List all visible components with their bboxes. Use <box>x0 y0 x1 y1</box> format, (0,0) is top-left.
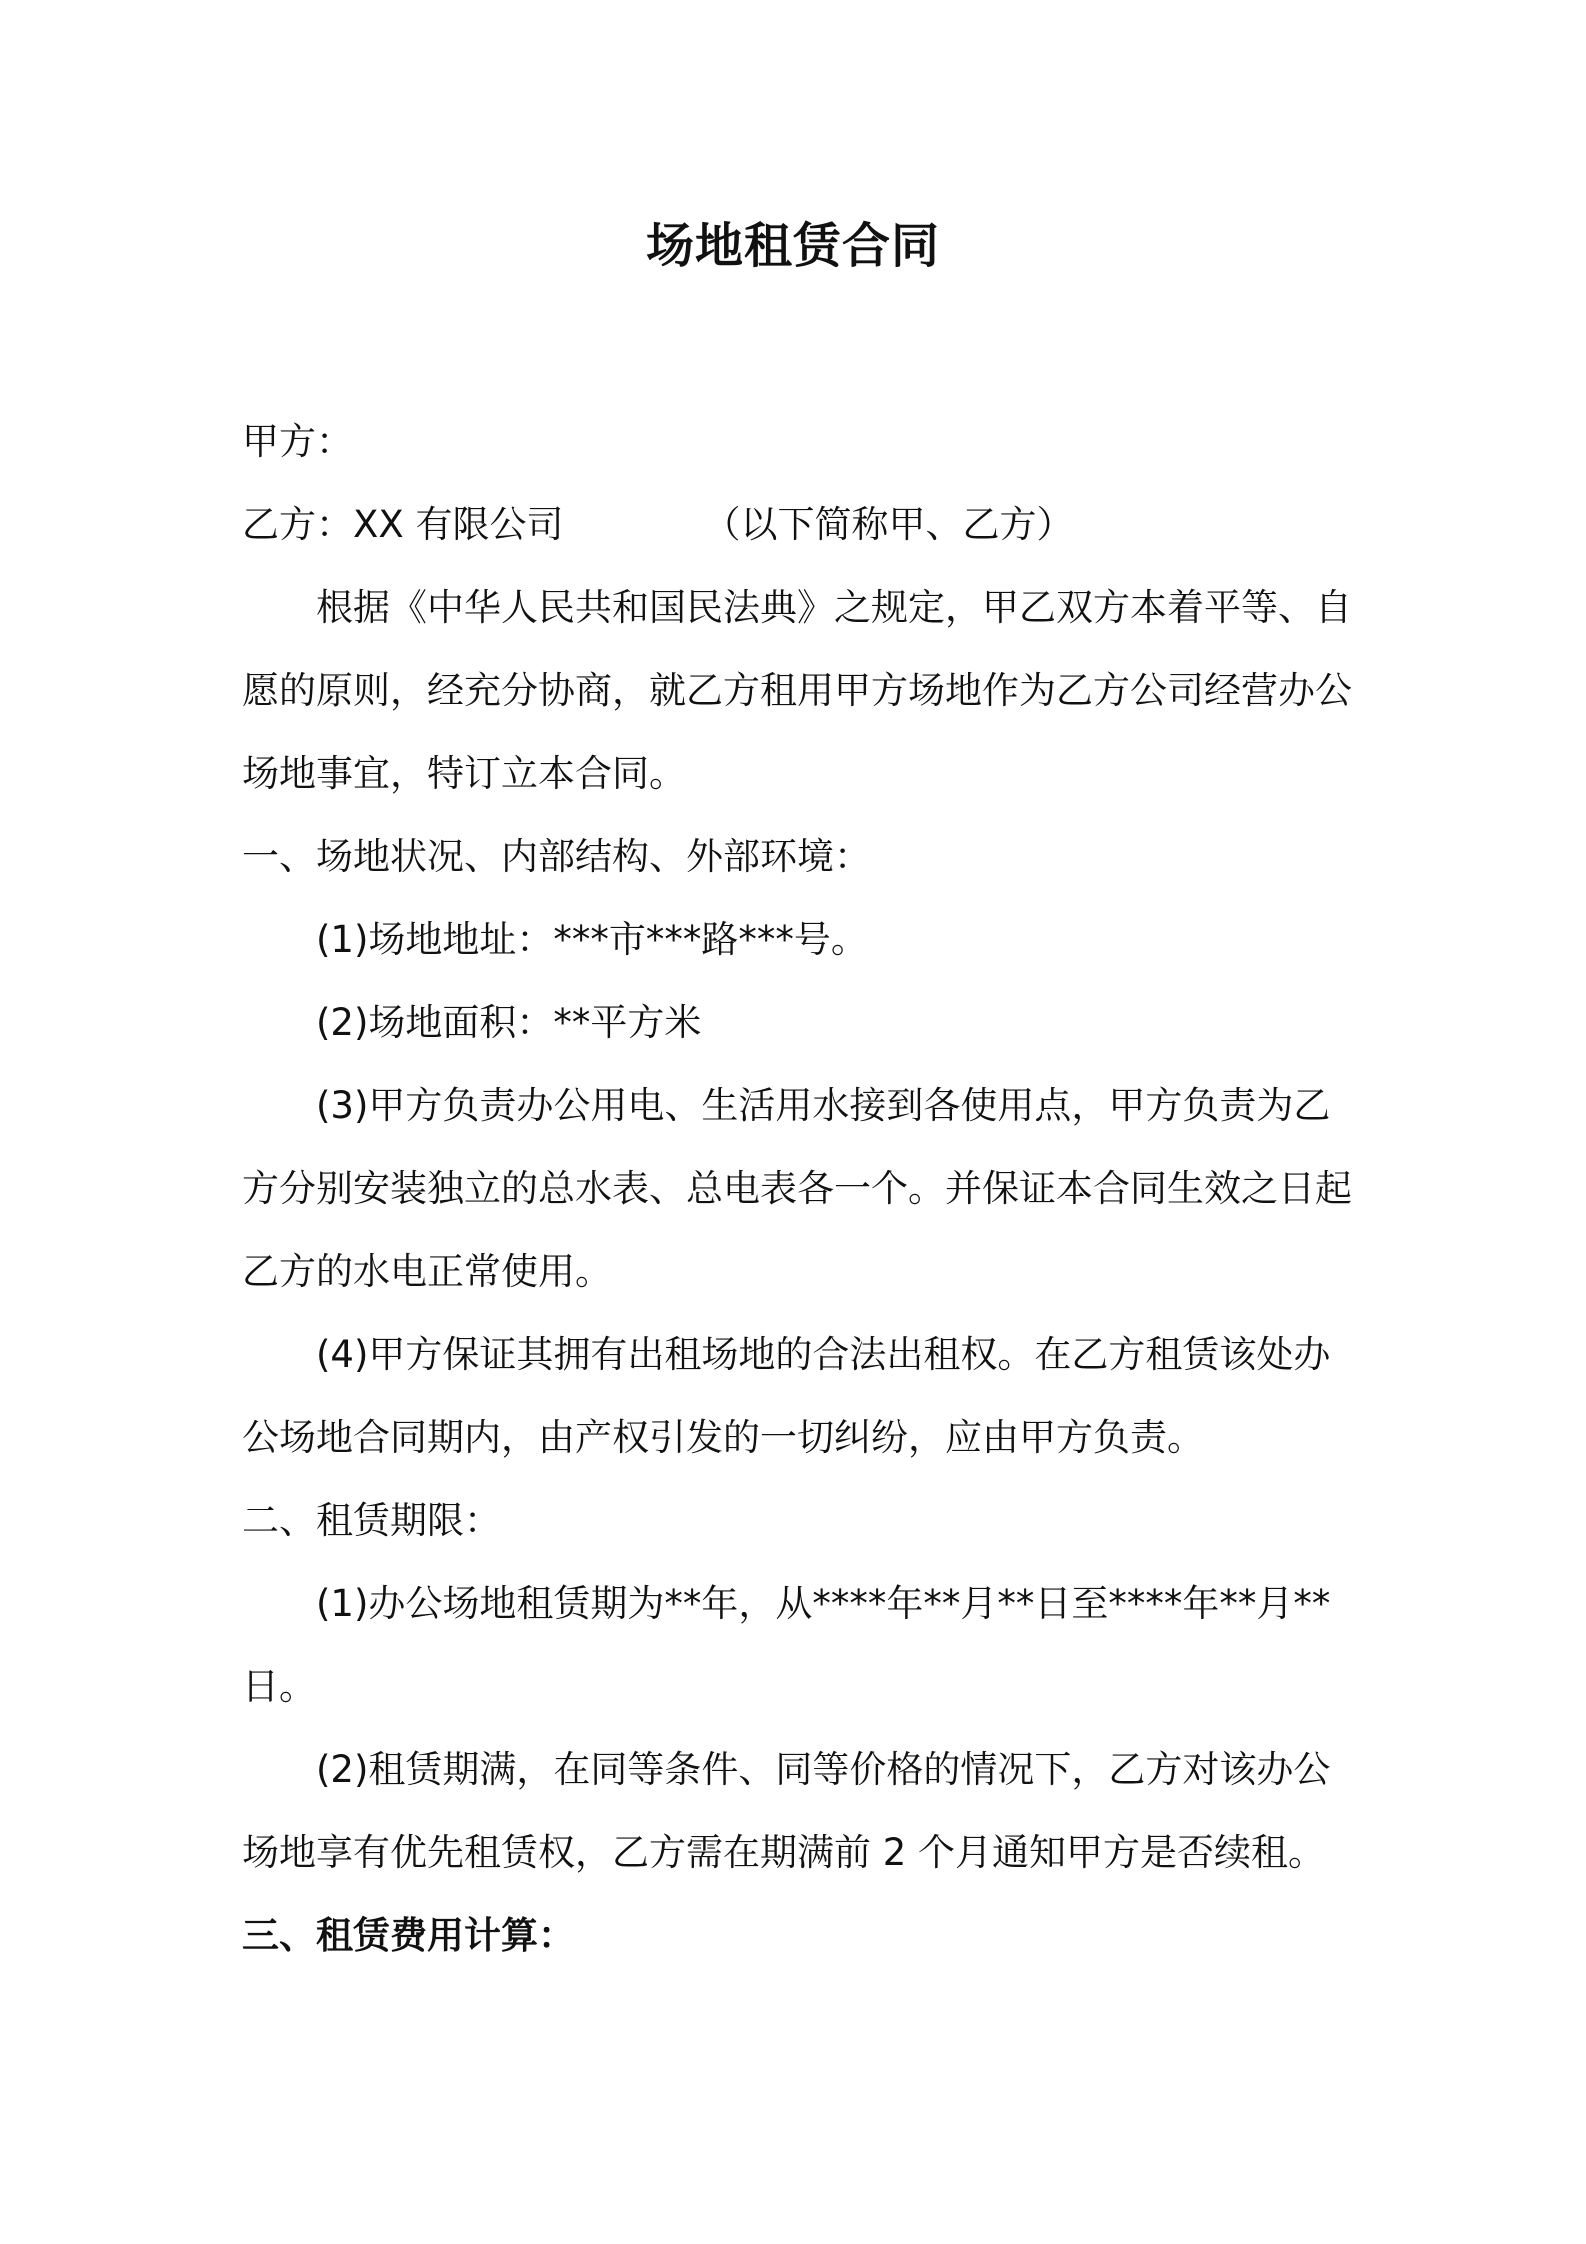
section2-item2-line: 场地享有优先租赁权，乙方需在期满前 2 个月通知甲方是否续租。 <box>242 1831 1326 1874</box>
party-b-name: 乙方：XX 有限公司 <box>242 503 564 546</box>
section1-item3-line: 方分别安装独立的总水表、总电表各一个。并保证本合同生效之日起 <box>242 1167 1352 1210</box>
section1-item1: (1)场地地址：***市***路***号。 <box>316 918 868 961</box>
preamble-line: 场地事宜，特订立本合同。 <box>242 752 686 795</box>
section2-item1-line: 日。 <box>242 1665 316 1708</box>
party-a-line: 甲方： <box>242 420 353 463</box>
section1-item4-line: (4)甲方保证其拥有出租场地的合法出租权。在乙方租赁该处办 <box>316 1333 1331 1376</box>
section1-item4-line: 公场地合同期内，由产权引发的一切纠纷，应由甲方负责。 <box>242 1416 1204 1459</box>
section1-item3-line: 乙方的水电正常使用。 <box>242 1250 612 1293</box>
section1-item3-line: (3)甲方负责办公用电、生活用水接到各使用点，甲方负责为乙 <box>316 1084 1331 1127</box>
party-b-note: （以下简称甲、乙方） <box>703 503 1074 546</box>
section1-heading: 一、场地状况、内部结构、外部环境： <box>242 835 871 878</box>
section3-heading: 三、租赁费用计算： <box>242 1914 575 1957</box>
document-body <box>242 400 1362 1977</box>
document-title: 场地租赁合同 <box>645 218 940 274</box>
preamble-line: 根据《中华人民共和国民法典》之规定，甲乙双方本着平等、自 <box>316 586 1352 629</box>
section2-heading: 二、租赁期限： <box>242 1499 501 1542</box>
preamble-line: 愿的原则，经充分协商，就乙方租用甲方场地作为乙方公司经营办公 <box>242 669 1352 712</box>
section2-item2-line: (2)租赁期满，在同等条件、同等价格的情况下，乙方对该办公 <box>316 1748 1331 1791</box>
section2-item1-line: (1)办公场地租赁期为**年，从****年**月**日至****年**月** <box>316 1582 1331 1625</box>
section1-item2: (2)场地面积：**平方米 <box>316 1001 702 1044</box>
party-b-line <box>242 483 1362 566</box>
